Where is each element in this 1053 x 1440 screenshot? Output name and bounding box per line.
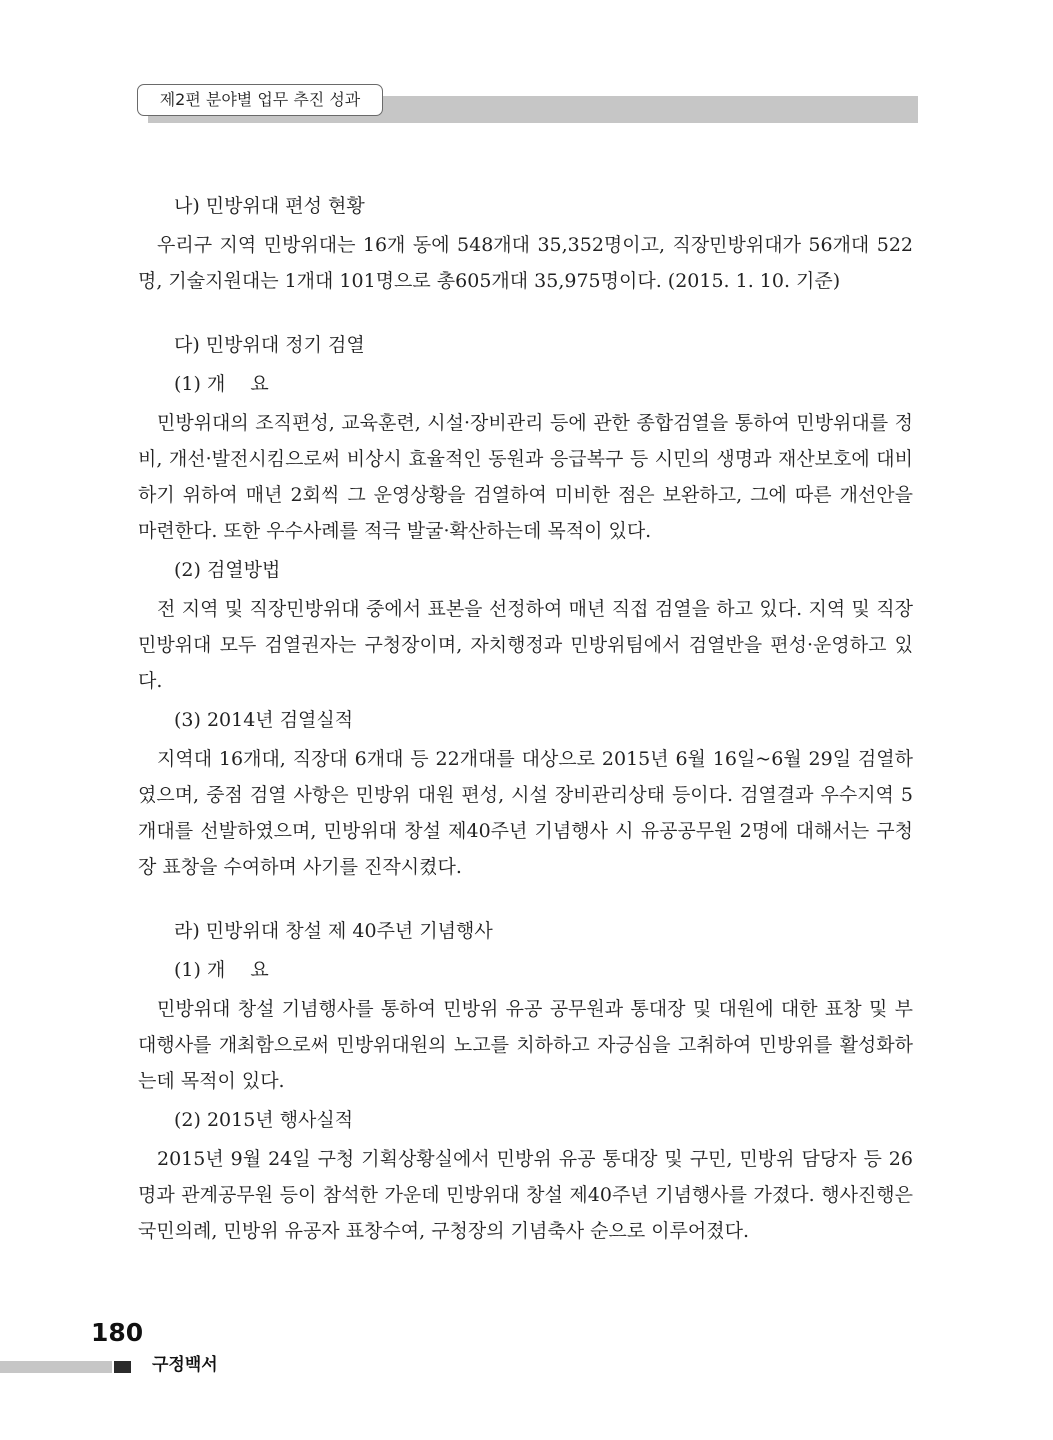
subsection-title: (3) 2014년 검열실적 (174, 709, 354, 731)
section-heading: 다) 민방위대 정기 검열 (174, 334, 365, 356)
subsection-title: (2) 2015년 행사실적 (174, 1109, 354, 1131)
subsection-title: (1) 개 요 (174, 373, 269, 395)
book-title: 구정백서 (152, 1355, 218, 1375)
section-heading: 라) 민방위대 창설 제 40주년 기념행사 (174, 920, 493, 942)
footer-bar (0, 1361, 112, 1373)
chapter-title: 제2편 분야별 업무 추진 성과 (137, 84, 383, 116)
footer-square (114, 1361, 131, 1373)
paragraph: 전 지역 및 직장민방위대 중에서 표본을 선정하여 매년 직접 검열을 하고 있다. 지역 및 직장민방위대 모두 검열권자는 구청장이며, 자치행정과 민방위팀에서 검열반을 편성·운영하고 있다. (138, 598, 913, 692)
subsection-title: (2) 검열방법 (174, 559, 281, 581)
paragraph: 지역대 16개대, 직장대 6개대 등 22개대를 대상으로 2015년 6월 16일~6월 29일 검열하였으며, 중점 검열 사항은 민방위 대원 편성, 시설 장비관리상태 등이다. 검열결과 우수지역 5개대를 선발하였으며, 민방위대 창설 제40주년 기념행사 시 유공공무원 2명에 대해서는 구청장 표창을 수여하며 사기를 진작시켰다. (138, 748, 913, 878)
section-da (138, 327, 913, 885)
paragraph: 2015년 9월 24일 구청 기획상황실에서 민방위 유공 통대장 및 구민, 민방위 담당자 등 26명과 관계공무원 등이 참석한 가운데 민방위대 창설 제40주년 기념행사를 가졌다. 행사진행은 국민의례, 민방위 유공자 표창수여, 구청장의 기념축사 순으로 이루어졌다. (138, 1148, 913, 1242)
section-na (138, 188, 913, 299)
section-heading: 나) 민방위대 편성 현황 (174, 195, 365, 217)
page-number: 180 (91, 1318, 144, 1347)
paragraph: 민방위대의 조직편성, 교육훈련, 시설·장비관리 등에 관한 종합검열을 통하여 민방위대를 정비, 개선·발전시킴으로써 비상시 효율적인 동원과 응급복구 등 시민의 생명과 재산보호에 대비하기 위하여 매년 2회씩 그 운영상황을 검열하여 미비한 점은 보완하고, 그에 따른 개선안을 마련한다. 또한 우수사례를 적극 발굴·확산하는데 목적이 있다. (138, 412, 913, 542)
subsection-title: (1) 개 요 (174, 959, 269, 981)
section-ra (138, 913, 913, 1249)
paragraph: 민방위대 창설 기념행사를 통하여 민방위 유공 공무원과 통대장 및 대원에 대한 표창 및 부대행사를 개최함으로써 민방위대원의 노고를 치하하고 자긍심을 고취하여 민방위를 활성화하는데 목적이 있다. (138, 998, 913, 1092)
main-content (138, 188, 913, 1249)
paragraph: 우리구 지역 민방위대는 16개 동에 548개대 35,352명이고, 직장민방위대가 56개대 522명, 기술지원대는 1개대 101명으로 총605개대 35,975명이다. (2015. 1. 10. 기준) (138, 234, 913, 292)
